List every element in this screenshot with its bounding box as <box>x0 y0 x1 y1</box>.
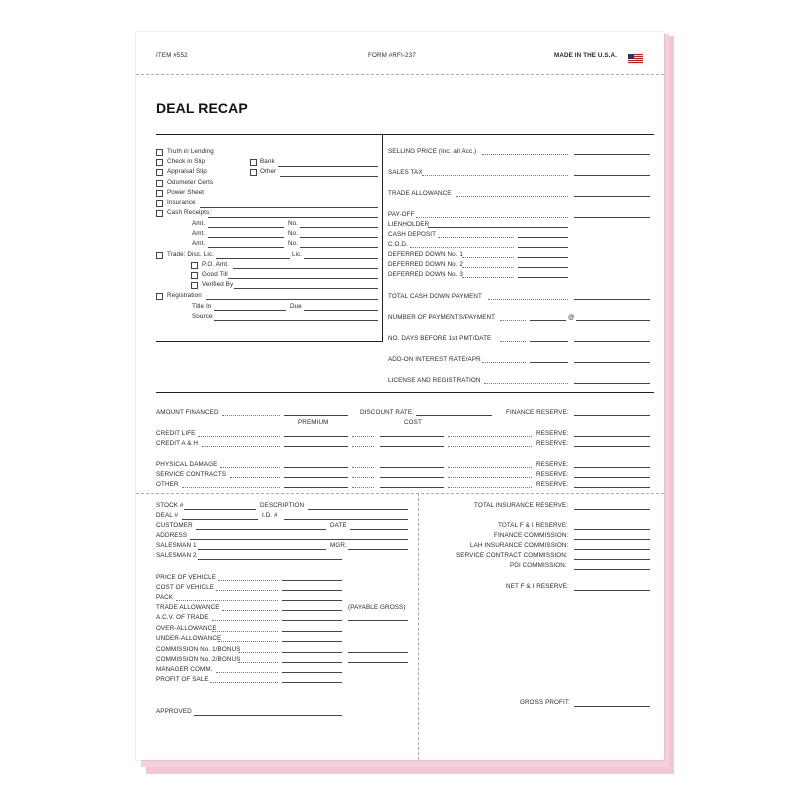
sales-tax-field[interactable] <box>574 175 650 176</box>
manager-comm-leader <box>216 672 278 673</box>
commission-1-payable-field[interactable] <box>348 652 408 653</box>
cost-header: COST <box>404 419 422 426</box>
other-label: Other <box>260 168 277 175</box>
physical-damage-leader-2 <box>352 467 374 468</box>
address-field[interactable] <box>190 539 408 540</box>
credit-life-leader-3 <box>448 436 532 437</box>
good-till-field[interactable] <box>228 278 378 279</box>
total-cash-down-label: TOTAL CASH DOWN PAYMENT <box>388 293 482 300</box>
total-fi-reserve-label: TOTAL F & I RESERVE: <box>498 522 569 529</box>
commission-1-label: COMMISSION No. 1/BONUS <box>156 646 241 653</box>
add-on-interest-field[interactable] <box>530 362 568 363</box>
at-symbol: @ <box>568 314 575 321</box>
source-label: Source <box>192 313 213 320</box>
lic-label: Lic. <box>292 251 303 258</box>
good-till-checkbox[interactable] <box>191 272 198 279</box>
salesman-1-field[interactable] <box>198 549 326 550</box>
customer-label: CUSTOMER <box>156 522 193 529</box>
finance-reserve-label: FINANCE RESERVE: <box>506 409 569 416</box>
service-contracts-label: SERVICE CONTRACTS <box>156 471 227 478</box>
check-in-slip-checkbox[interactable] <box>156 159 163 166</box>
credit-ah-leader <box>202 446 280 447</box>
cost-of-vehicle-field[interactable] <box>282 590 342 591</box>
over-allowance-label: OVER-ALLOWANCE <box>156 625 217 632</box>
amt-label-3: Amt. <box>192 240 206 247</box>
trade-allowance-top-leader <box>456 196 568 197</box>
source-field[interactable] <box>214 320 378 321</box>
cash-deposit-field[interactable] <box>518 237 568 238</box>
service-contracts-premium-field[interactable] <box>284 477 348 478</box>
po-amt-field[interactable] <box>233 268 378 269</box>
no-label-3: No. <box>288 240 299 247</box>
deferred-down-3-leader <box>462 277 514 278</box>
due-label: Due <box>290 303 302 310</box>
perforation-line <box>136 74 664 75</box>
manager-comm-label: MANAGER COMM. <box>156 666 213 673</box>
appraisal-slip-label: Appraisal Slip <box>167 168 207 175</box>
lienholder-label: LIENHOLDER <box>388 221 430 228</box>
pay-off-field[interactable] <box>574 217 650 218</box>
sales-tax-leader <box>422 175 568 176</box>
checklist-bottom-border <box>156 341 383 342</box>
lah-insurance-commission-field[interactable] <box>574 549 650 550</box>
discount-rate-field[interactable] <box>416 415 492 416</box>
service-contracts-reserve-label: RESERVE: <box>536 471 569 478</box>
other-insurance-leader-3 <box>448 487 532 488</box>
customer-field[interactable] <box>196 529 326 530</box>
physical-damage-reserve-label: RESERVE: <box>536 461 569 468</box>
cash-receipts-field[interactable] <box>208 217 378 218</box>
truth-in-lending-checkbox[interactable] <box>156 149 163 156</box>
selling-price-field[interactable] <box>574 154 650 155</box>
profit-of-sale-label: PROFIT OF SALE <box>156 676 209 683</box>
finance-commission-field[interactable] <box>574 539 650 540</box>
over-allowance-field[interactable] <box>282 631 342 632</box>
pack-label: PACK <box>156 594 174 601</box>
amt-field-1[interactable] <box>208 227 284 228</box>
bank-checkbox[interactable] <box>250 159 257 166</box>
profit-of-sale-field[interactable] <box>282 682 342 683</box>
amount-financed-field[interactable] <box>284 415 348 416</box>
verified-by-checkbox[interactable] <box>191 282 198 289</box>
selling-price-leader <box>482 154 568 155</box>
bank-label: Bank <box>260 158 275 165</box>
pdi-commission-label: PDI COMMISSION: <box>510 562 567 569</box>
net-fi-reserve-field[interactable] <box>574 590 650 591</box>
payable-gross-field[interactable] <box>348 620 408 621</box>
service-contracts-reserve-field[interactable] <box>574 477 650 478</box>
other-insurance-reserve-field[interactable] <box>574 487 650 488</box>
credit-ah-premium-field[interactable] <box>284 446 348 447</box>
trade-allowance-leader <box>222 610 278 611</box>
checklist-right-border <box>382 134 383 342</box>
deferred-down-3-field[interactable] <box>518 277 568 278</box>
no-days-before-field[interactable] <box>530 341 568 342</box>
payable-gross-label: (PAYABLE GROSS) <box>348 604 406 611</box>
date-label: DATE <box>330 522 347 529</box>
po-checkbox[interactable] <box>191 262 198 269</box>
odometer-certs-checkbox[interactable] <box>156 180 163 187</box>
cost-of-vehicle-leader <box>216 590 278 591</box>
credit-ah-reserve-field[interactable] <box>574 446 650 447</box>
price-of-vehicle-leader <box>218 580 278 581</box>
under-allowance-field[interactable] <box>282 641 342 642</box>
commission-1-field[interactable] <box>282 652 342 653</box>
cod-field[interactable] <box>518 247 568 248</box>
trade-disc-lic-label: Trade: Disc. Lic. <box>167 251 214 258</box>
cod-label: C.O.D. <box>388 241 408 248</box>
deal-label: DEAL # <box>156 512 179 519</box>
profit-of-sale-leader <box>210 682 278 683</box>
description-field[interactable] <box>308 509 408 510</box>
total-cash-down-field[interactable] <box>574 299 650 300</box>
cost-of-vehicle-label: COST OF VEHICLE <box>156 584 215 591</box>
acv-of-trade-leader <box>212 620 278 621</box>
credit-ah-label: CREDIT A & H <box>156 440 199 447</box>
us-flag-icon <box>628 50 643 59</box>
trade-allowance-field[interactable] <box>282 610 342 611</box>
stock-field[interactable] <box>184 509 256 510</box>
commission-2-label: COMMISSION No. 2/BONUS <box>156 656 241 663</box>
trade-checkbox[interactable] <box>156 252 163 259</box>
appraisal-slip-checkbox[interactable] <box>156 169 163 176</box>
selling-price-label: SELLING PRICE (Inc. all Acc.) <box>388 148 477 155</box>
trade-allowance-top-field[interactable] <box>574 196 650 197</box>
credit-ah-reserve-label: RESERVE: <box>536 440 569 447</box>
odometer-certs-label: Odometer Certs <box>167 179 214 186</box>
form-number: FORM #RFI-237 <box>368 52 416 59</box>
payment-amount-field[interactable] <box>576 320 650 321</box>
description-label: DESCRIPTION <box>260 502 305 509</box>
amt-field-3[interactable] <box>208 247 284 248</box>
credit-ah-leader-2 <box>352 446 374 447</box>
deferred-down-1-label: DEFERRED DOWN No. 1 <box>388 251 464 258</box>
deferred-down-2-field[interactable] <box>518 267 568 268</box>
number-payments-field[interactable] <box>530 320 566 321</box>
deal-field[interactable] <box>182 519 258 520</box>
made-in-usa: MADE IN THE U.S.A. <box>554 52 618 59</box>
deferred-down-2-label: DEFERRED DOWN No. 2 <box>388 261 464 268</box>
power-sheet-checkbox[interactable] <box>156 190 163 197</box>
license-registration-leader <box>484 383 568 384</box>
cash-receipts-label: Cash Receipts: <box>167 209 212 216</box>
insurance-field[interactable] <box>200 207 378 208</box>
address-label: ADDRESS <box>156 532 188 539</box>
registration-label: Registration <box>167 292 202 299</box>
lower-section-dashed-rule <box>136 493 664 494</box>
check-in-slip-label: Check in Slip <box>167 158 206 165</box>
top-section-rule <box>156 134 654 135</box>
no-field-1[interactable] <box>300 227 378 228</box>
salesman-2-label: SALESMAN 2 <box>156 552 197 559</box>
physical-damage-cost-field[interactable] <box>380 467 444 468</box>
gross-profit-label: GROSS PROFIT: <box>520 699 570 706</box>
amt-label-1: Amt. <box>192 220 206 227</box>
pack-leader <box>176 600 278 601</box>
verified-by-label: Verified By <box>202 281 234 288</box>
premium-header: PREMIUM <box>298 419 329 426</box>
credit-life-leader-2 <box>352 436 374 437</box>
credit-life-label: CREDIT LIFE <box>156 430 196 437</box>
under-allowance-leader <box>218 641 278 642</box>
total-insurance-reserve-field[interactable] <box>574 509 650 510</box>
no-days-before-label: NO. DAYS BEFORE 1st PMT/DATE <box>388 335 492 342</box>
sales-tax-label: SALES TAX <box>388 169 423 176</box>
lienholder-field[interactable] <box>428 227 568 228</box>
physical-damage-premium-field[interactable] <box>284 467 348 468</box>
form-title: DEAL RECAP <box>156 100 248 116</box>
service-contract-commission-field[interactable] <box>574 559 650 560</box>
total-insurance-reserve-label: TOTAL INSURANCE RESERVE: <box>474 502 569 509</box>
commission-2-leader <box>238 662 278 663</box>
commission-1-leader <box>238 652 278 653</box>
no-label-1: No. <box>288 220 299 227</box>
license-registration-field[interactable] <box>574 383 650 384</box>
verified-by-field[interactable] <box>234 288 378 289</box>
add-on-interest-leader <box>482 362 526 363</box>
title-in-label: Title In <box>192 303 212 310</box>
good-till-label: Good Till <box>202 271 228 278</box>
credit-ah-leader-3 <box>448 446 532 447</box>
registration-field[interactable] <box>206 299 378 300</box>
commission-2-field[interactable] <box>282 662 342 663</box>
deferred-down-1-field[interactable] <box>518 257 568 258</box>
deferred-down-3-label: DEFERRED DOWN No. 3 <box>388 271 464 278</box>
title-in-field[interactable] <box>214 310 286 311</box>
no-label-2: No. <box>288 230 299 237</box>
gross-profit-field[interactable] <box>574 706 650 707</box>
apr-field[interactable] <box>574 362 650 363</box>
credit-life-leader <box>198 436 280 437</box>
salesman-1-label: SALESMAN 1 <box>156 542 197 549</box>
service-contracts-leader-2 <box>352 477 374 478</box>
approved-label: APPROVED <box>156 708 192 715</box>
service-contracts-leader-3 <box>448 477 532 478</box>
salesman-2-field[interactable] <box>198 559 342 560</box>
add-on-interest-label: ADD-ON INTEREST RATE/APR <box>388 356 481 363</box>
number-payments-label: NUMBER OF PAYMENTS/PAYMENT <box>388 314 496 321</box>
service-contracts-leader <box>230 477 280 478</box>
lower-section-dashed-divider <box>418 493 419 760</box>
cash-deposit-leader <box>438 237 514 238</box>
number-payments-leader <box>500 320 526 321</box>
insurance-label: Insurance <box>167 199 196 206</box>
no-field-2[interactable] <box>300 237 378 238</box>
top-section-bottom-rule <box>156 392 654 393</box>
physical-damage-leader <box>220 467 280 468</box>
other-insurance-reserve-label: RESERVE: <box>536 481 569 488</box>
amt-label-2: Amt. <box>192 230 206 237</box>
total-fi-reserve-field[interactable] <box>574 529 650 530</box>
mgr-field[interactable] <box>348 549 408 550</box>
stock-label: STOCK # <box>156 502 184 509</box>
pack-field[interactable] <box>282 600 342 601</box>
lic-field[interactable] <box>304 258 378 259</box>
service-contract-commission-label: SERVICE CONTRACT COMMISSION: <box>456 552 568 559</box>
other-insurance-cost-field[interactable] <box>380 487 444 488</box>
finance-reserve-field[interactable] <box>574 415 650 416</box>
other-insurance-leader-2 <box>352 487 374 488</box>
credit-life-reserve-field[interactable] <box>574 436 650 437</box>
first-pmt-date-field[interactable] <box>574 341 650 342</box>
credit-life-cost-field[interactable] <box>380 436 444 437</box>
price-of-vehicle-label: PRICE OF VEHICLE <box>156 574 217 581</box>
no-field-3[interactable] <box>300 247 378 248</box>
other-insurance-premium-field[interactable] <box>284 487 348 488</box>
amount-financed-label: AMOUNT FINANCED <box>156 409 219 416</box>
service-contracts-cost-field[interactable] <box>380 477 444 478</box>
deal-recap-form <box>136 32 664 760</box>
insurance-checkbox[interactable] <box>156 200 163 207</box>
net-fi-reserve-label: NET F & I RESERVE: <box>506 583 569 590</box>
cash-receipts-checkbox[interactable] <box>156 210 163 217</box>
manager-comm-field[interactable] <box>282 672 342 673</box>
id-label: I.D. # <box>262 512 278 519</box>
over-allowance-leader <box>212 631 278 632</box>
amount-financed-leader <box>222 415 280 416</box>
other-checkbox[interactable] <box>250 169 257 176</box>
deferred-down-2-leader <box>462 267 514 268</box>
other-insurance-leader <box>182 487 280 488</box>
mgr-label: MGR. <box>330 542 347 549</box>
power-sheet-label: Power Sheet <box>167 189 205 196</box>
credit-life-premium-field[interactable] <box>284 436 348 437</box>
physical-damage-leader-3 <box>448 467 532 468</box>
credit-life-reserve-label: RESERVE: <box>536 430 569 437</box>
pdi-commission-field[interactable] <box>574 569 650 570</box>
discount-rate-label: DISCOUNT RATE: <box>360 409 414 416</box>
acv-of-trade-label: A.C.V. OF TRADE <box>156 614 209 621</box>
id-field[interactable] <box>284 519 408 520</box>
physical-damage-label: PHYSICAL DAMAGE <box>156 461 218 468</box>
registration-checkbox[interactable] <box>156 293 163 300</box>
approved-field[interactable] <box>194 715 342 716</box>
price-of-vehicle-field[interactable] <box>282 580 342 581</box>
trade-allowance-label: TRADE ALLOWANCE <box>156 604 220 611</box>
cash-deposit-label: CASH DEPOSIT <box>388 231 437 238</box>
bank-field[interactable] <box>278 166 378 167</box>
pay-off-leader <box>416 217 568 218</box>
due-field[interactable] <box>304 310 378 311</box>
trade-disc-field[interactable] <box>216 258 290 259</box>
date-field[interactable] <box>350 529 408 530</box>
lah-insurance-commission-label: LAH INSURANCE COMMISSION: <box>470 542 569 549</box>
no-days-before-leader <box>500 341 526 342</box>
acv-of-trade-field[interactable] <box>282 620 342 621</box>
po-amt-label: P.O. Amt. <box>202 261 230 268</box>
truth-in-lending-label: Truth in Lending <box>167 148 214 155</box>
physical-damage-reserve-field[interactable] <box>574 467 650 468</box>
total-cash-down-leader <box>488 299 568 300</box>
credit-ah-cost-field[interactable] <box>380 446 444 447</box>
commission-2-payable-field[interactable] <box>348 662 408 663</box>
cod-leader <box>410 247 514 248</box>
amt-field-2[interactable] <box>208 237 284 238</box>
item-number: ITEM #552 <box>156 52 188 59</box>
trade-allowance-top-label: TRADE ALLOWANCE <box>388 190 452 197</box>
finance-commission-label: FINANCE COMMISSION: <box>494 532 569 539</box>
pay-off-label: PAY-OFF <box>388 211 415 218</box>
under-allowance-label: UNDER-ALLOWANCE <box>156 635 222 642</box>
license-registration-label: LICENSE AND REGISTRATION <box>388 377 481 384</box>
deferred-down-1-leader <box>462 257 514 258</box>
other-insurance-label: OTHER <box>156 481 179 488</box>
other-field[interactable] <box>280 176 378 177</box>
